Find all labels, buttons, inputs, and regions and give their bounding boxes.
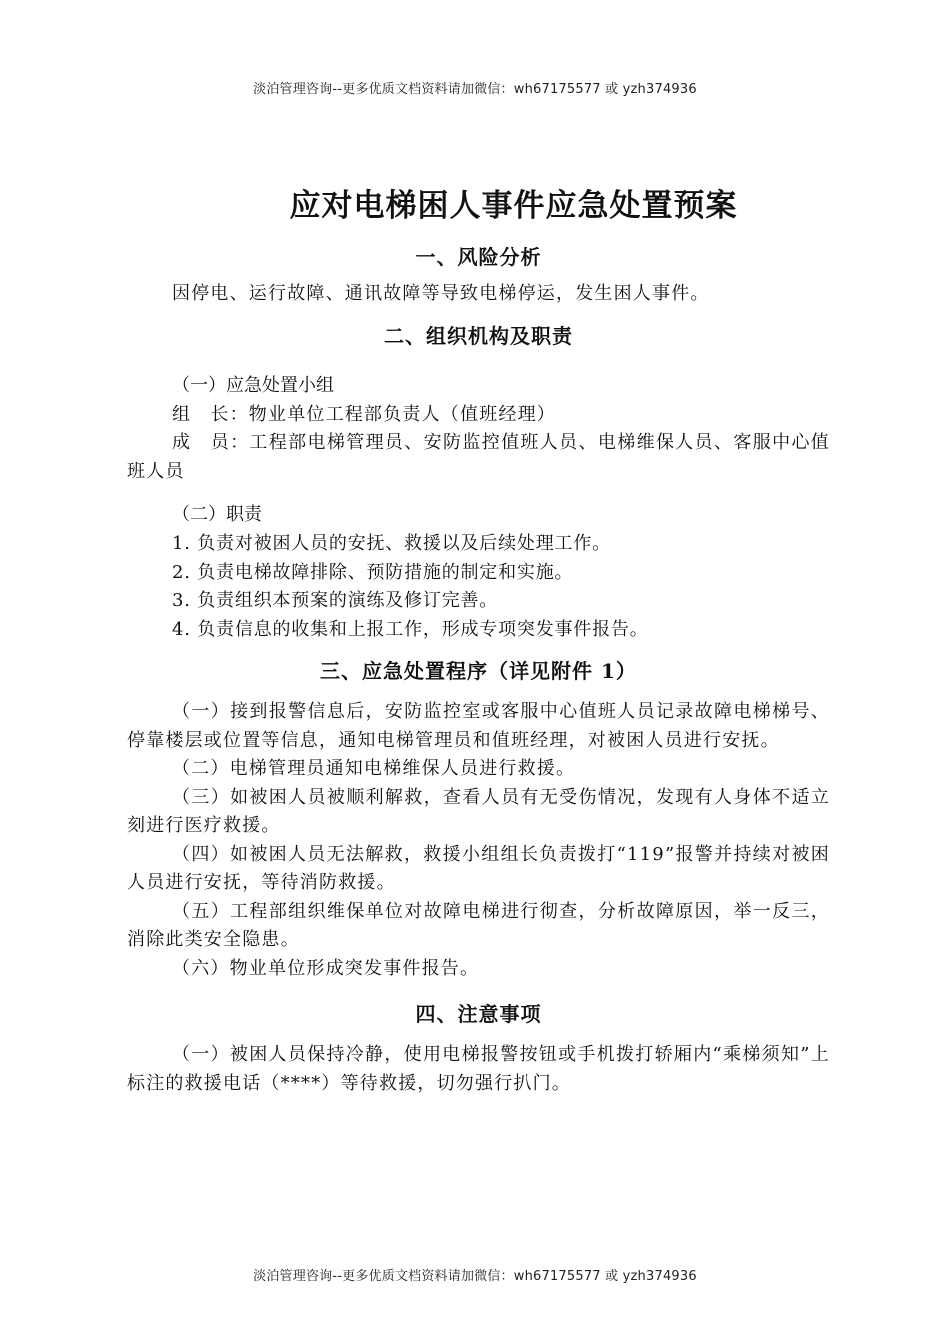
document-body: [127, 176, 830, 1098]
section-1-text: 因停电、运行故障、通讯故障等导致电梯停运，发生困人事件。: [172, 283, 710, 304]
group-members-line: 成 员：工程部电梯管理员、安防监控值班人员、电梯维保人员、客服中心值班人员: [127, 432, 830, 482]
duty-item: 2. 负责电梯故障排除、预防措施的制定和实施。: [172, 561, 574, 583]
procedure-item: （二）电梯管理员通知电梯维保人员进行救援。: [172, 758, 576, 779]
procedure-item: （六）物业单位形成突发事件报告。: [172, 957, 480, 979]
section-3-heading: 三、应急处置程序（详见附件 1）: [320, 659, 637, 683]
procedure-item: （五）工程部组织维保单位对故障电梯进行彻查，分析故障原因，举一反三，消除此类安全隐患。: [127, 900, 830, 950]
section-2-group-2-heading: （二）职责: [172, 504, 262, 525]
procedure-item: （三）如被困人员被顺利解救，查看人员有无受伤情况，发现有人身体不适立刻进行医疗救援。: [127, 786, 830, 836]
section-2-heading: 二、组织机构及职责: [384, 323, 573, 348]
document-title: 应对电梯困人事件应急处置预案: [289, 188, 738, 224]
section-2-group-1-heading: （一）应急处置小组: [172, 374, 334, 396]
duty-item: 1. 负责对被困人员的安抚、救援以及后续处理工作。: [172, 533, 611, 554]
page-footer: 淡泊管理咨询--更多优质文档资料请加微信：wh67175577 或 yzh374936: [253, 1269, 697, 1284]
page-header: 淡泊管理咨询--更多优质文档资料请加微信：wh67175577 或 yzh374936: [253, 82, 697, 97]
group-leader-line: 组 长：物业单位工程部负责人（值班经理）: [172, 403, 556, 425]
section-1-heading: 一、风险分析: [415, 245, 542, 269]
duty-item: 4. 负责信息的收集和上报工作，形成专项突发事件报告。: [172, 618, 649, 640]
procedure-item: （四）如被困人员无法解救，救援小组组长负责拨打“119”报警并持续对被困人员进行安抚，等待消防救援。: [127, 843, 830, 893]
procedure-item: （一）接到报警信息后，安防监控室或客服中心值班人员记录故障电梯梯号、停靠楼层或位置等信息，通知电梯管理员和值班经理，对被困人员进行安抚。: [127, 701, 830, 751]
section-4-heading: 四、注意事项: [415, 1002, 542, 1026]
notice-item: （一）被困人员保持冷静，使用电梯报警按钮或手机拨打轿厢内“乘梯须知”上标注的救援电话（****）等待救援，切勿强行扒门。: [127, 1044, 830, 1094]
duty-item: 3. 负责组织本预案的演练及修订完善。: [172, 590, 499, 611]
